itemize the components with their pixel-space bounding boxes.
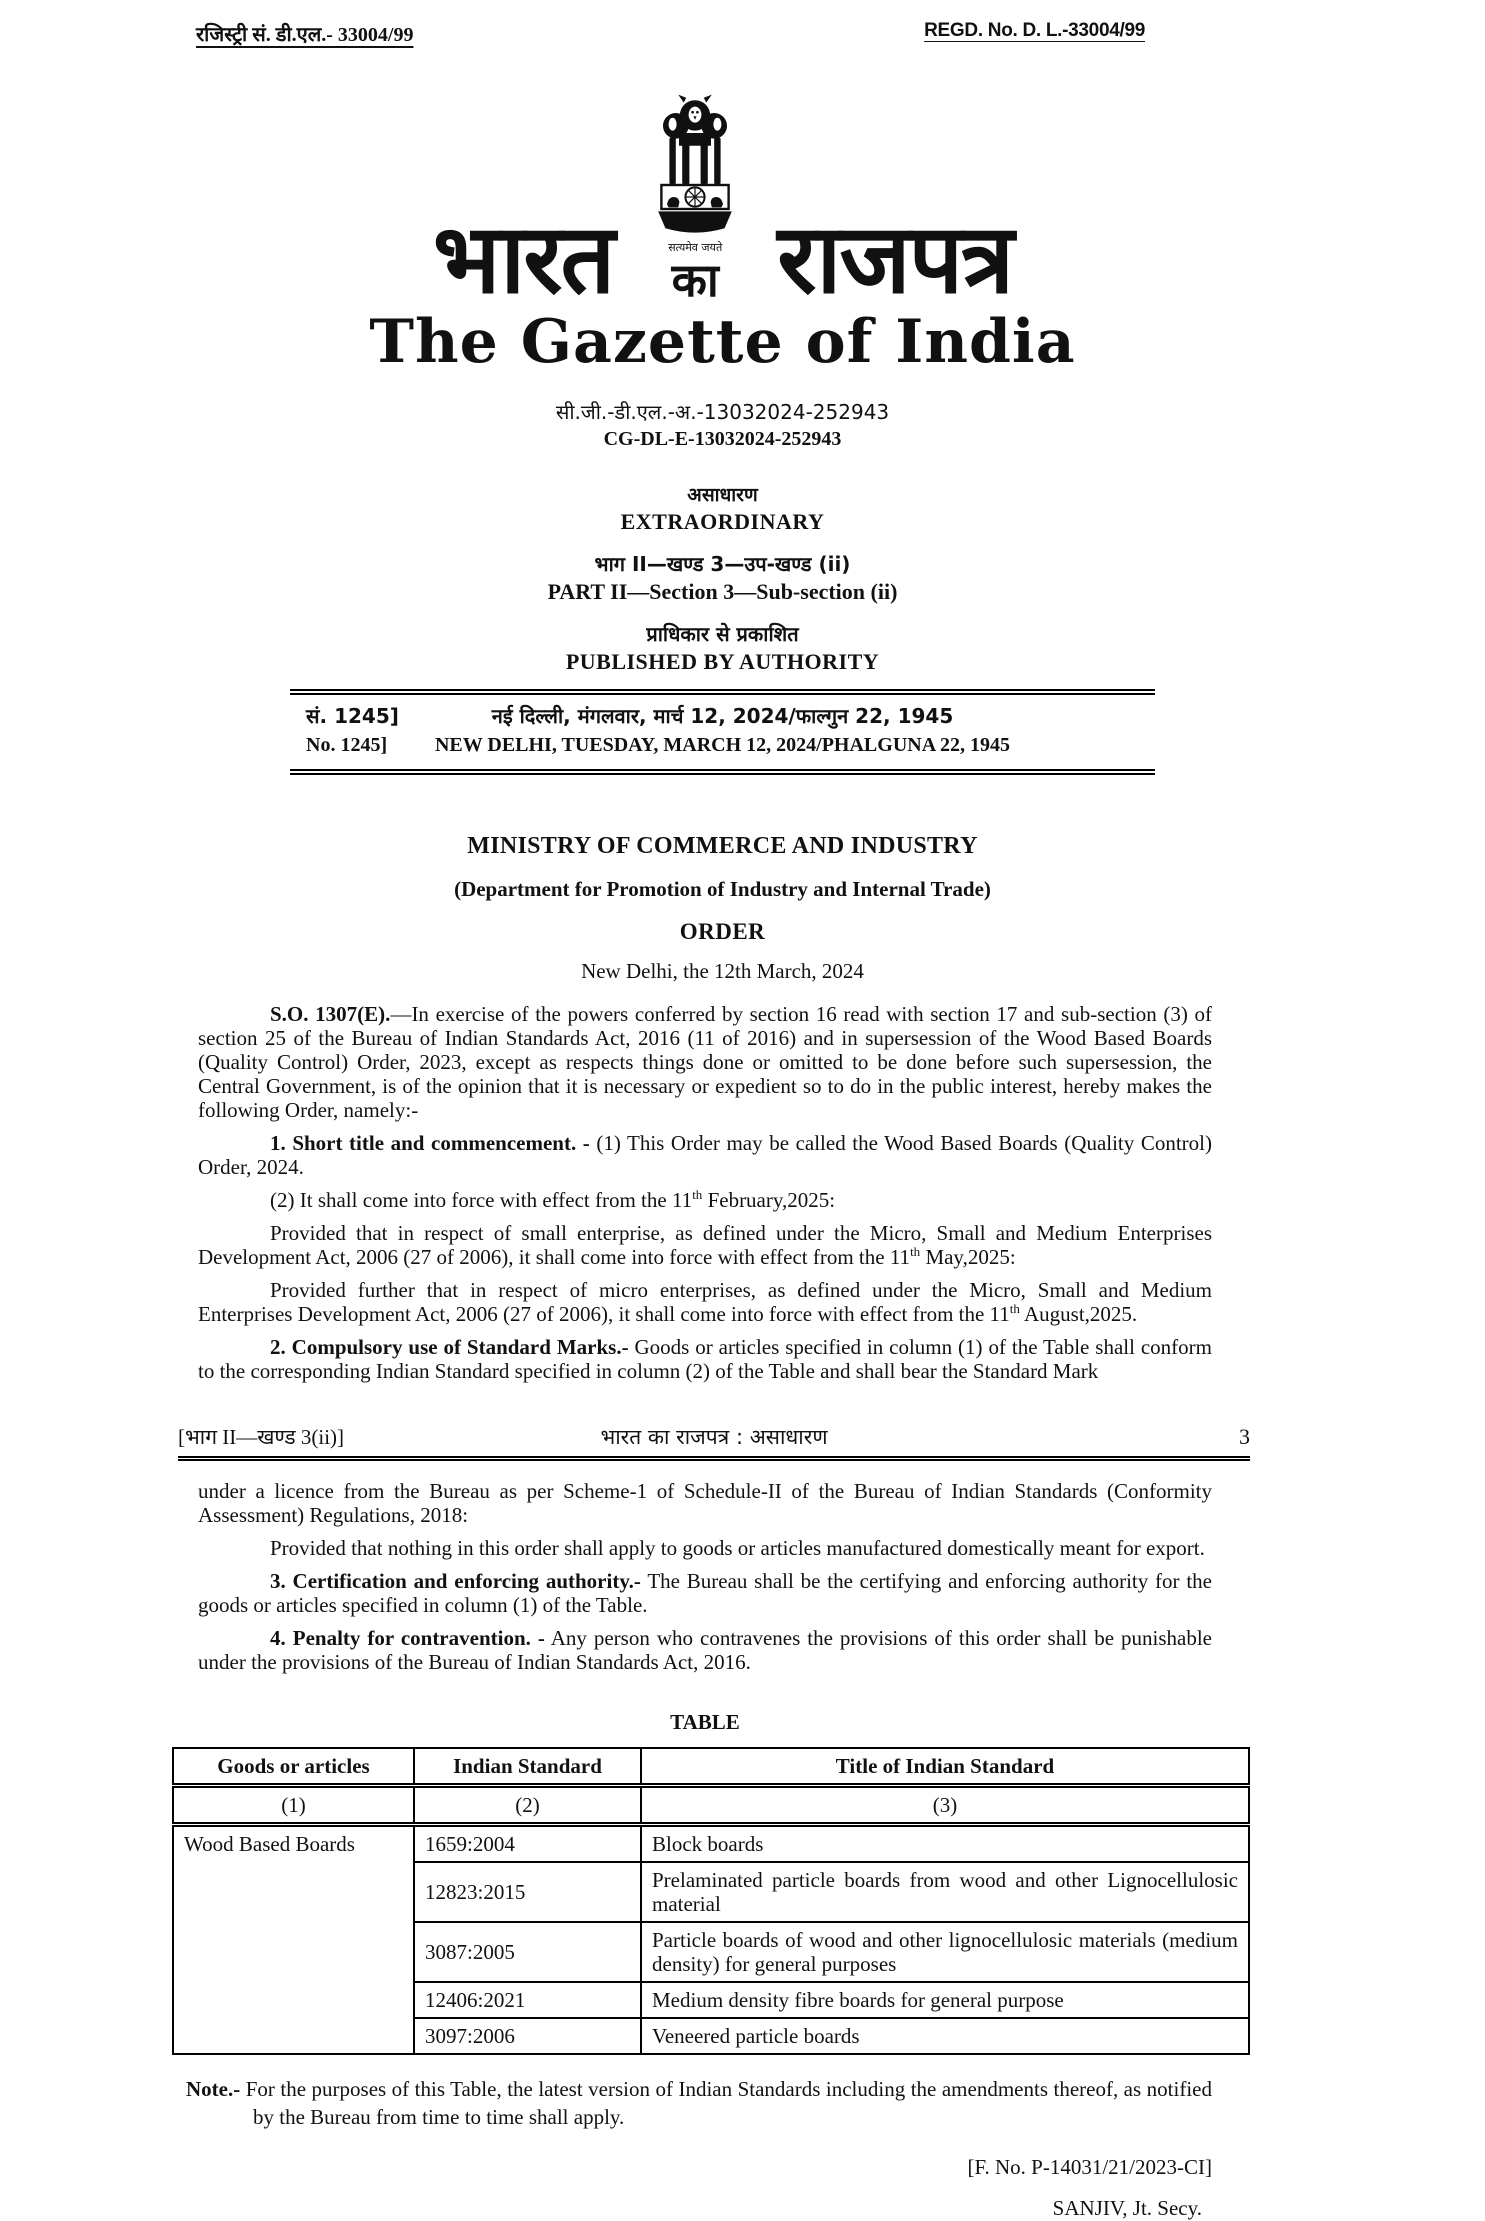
- published-by-authority-hindi: प्राधिकार से प्रकाशित: [646, 622, 799, 646]
- issue-number-hindi: सं. 1245]: [306, 704, 399, 728]
- proviso-micro-text-a: Provided further that in respect of micro enterprises, as defined under the Micro, Small and Medium Enterprises Development Act, 2006 (27 of 2006), it shall come into force with effect from the 11: [198, 1278, 1212, 1326]
- registry-header: [0, 0, 1485, 47]
- paragraph-so: [198, 1002, 1212, 1122]
- paragraph-clause2: [198, 1335, 1212, 1383]
- gazette-title-english: The Gazette of India: [369, 307, 1076, 377]
- page2-header-part: [भाग II—खण्ड 3(ii)]: [178, 1425, 345, 1449]
- masthead-title-row: [290, 89, 1155, 315]
- title-cell: Medium density fibre boards for general purpose: [641, 1982, 1249, 2018]
- gazette-code-hindi: सी.जी.-डी.एल.-अ.-13032024-252943: [555, 400, 890, 424]
- title-cell: Prelaminated particle boards from wood and other Lignocellulosic material: [641, 1862, 1249, 1922]
- note-lead: Note.-: [186, 2077, 241, 2101]
- order-heading: [290, 833, 1155, 984]
- issue-row-english: [290, 731, 1155, 760]
- paragraph-proviso-export: [198, 1536, 1212, 1560]
- published-by-authority-english: PUBLISHED BY AUTHORITY: [565, 649, 880, 674]
- column-number-2: (2): [414, 1786, 641, 1825]
- standards-table: [172, 1747, 1250, 2055]
- proviso-small-text-b: May,2025:: [920, 1245, 1016, 1269]
- clause1-lead: 1. Short title and commencement. -: [270, 1131, 590, 1155]
- emblem-motto: सत्यमेव जयते: [668, 241, 723, 254]
- part-section-hindi: भाग II—खण्ड 3—उप-खण्ड (ii): [594, 552, 851, 576]
- part-section-english: PART II—Section 3—Sub-section (ii): [547, 579, 898, 604]
- paragraph-clause3: [198, 1569, 1212, 1617]
- extraordinary-label-english: EXTRAORDINARY: [620, 509, 825, 534]
- note-text: For the purposes of this Table, the latest version of Indian Standards including the amendments thereof, as notified by the Bureau from time to time shall apply.: [240, 2077, 1212, 2129]
- standard-cell: 12823:2015: [414, 1862, 641, 1922]
- paragraph-proviso-small: [198, 1221, 1212, 1269]
- paragraph-licence-continuation: [198, 1479, 1212, 1527]
- ashoka-emblem-icon: [647, 89, 743, 241]
- proviso-small-text-a: Provided that in respect of small enterprise, as defined under the Micro, Small and Medium Enterprises Development Act, 2006 (27 of 2006), it shall come into force with effect from the 11: [198, 1221, 1212, 1269]
- paragraph-clause1: [198, 1131, 1212, 1179]
- masthead: [290, 89, 1155, 675]
- column-number-3: (3): [641, 1786, 1249, 1825]
- table-header-row: [173, 1748, 1249, 1786]
- table-row: [173, 1825, 1249, 1863]
- page2-header-title: भारत का राजपत्र : असाधारण: [600, 1425, 828, 1449]
- masthead-word-rajpatra: राजपत्र: [777, 202, 1013, 315]
- column-number-1: (1): [173, 1786, 414, 1825]
- file-number: [F. No. P-14031/21/2023-CI]: [967, 2155, 1212, 2179]
- clause3-text: The Bureau shall be the certifying and enforcing authority for the goods or articles specified in column (1) of the Table.: [198, 1569, 1212, 1617]
- clause1-sub2-text-a: (2) It shall come into force with effect from the 11: [270, 1188, 693, 1212]
- signature-line: SANJIV, Jt. Secy.: [1052, 2196, 1202, 2220]
- clause4-lead: 4. Penalty for contravention. -: [270, 1626, 545, 1650]
- so-number: S.O. 1307(E).: [270, 1002, 391, 1026]
- title-cell: Particle boards of wood and other lignocellulosic materials (medium density) for general purposes: [641, 1922, 1249, 1982]
- goods-cell: Wood Based Boards: [173, 1825, 414, 2055]
- issue-number-english: No. 1245]: [306, 734, 388, 756]
- ministry-title: MINISTRY OF COMMERCE AND INDUSTRY: [467, 833, 978, 859]
- registry-number-english: REGD. No. D. L.-33004/99: [924, 20, 1145, 41]
- masthead-word-ka: का: [671, 253, 719, 307]
- clause3-lead: 3. Certification and enforcing authority.-: [270, 1569, 641, 1593]
- title-cell: Veneered particle boards: [641, 2018, 1249, 2054]
- standard-cell: 3097:2006: [414, 2018, 641, 2054]
- issue-dateline-english: NEW DELHI, TUESDAY, MARCH 12, 2024/PHALGUNA 22, 1945: [434, 734, 1011, 756]
- issue-band: [290, 689, 1155, 775]
- proviso-export-text: Provided that nothing in this order shall apply to goods or articles manufactured domestically meant for export.: [270, 1536, 1205, 1560]
- clause1-text: (1) This Order may be called the Wood Based Boards (Quality Control) Order, 2024.: [198, 1131, 1212, 1179]
- page2-page-number: 3: [1239, 1424, 1250, 1449]
- standard-cell: 1659:2004: [414, 1825, 641, 1863]
- masthead-word-bharat: भारत: [432, 202, 614, 315]
- extraordinary-label-hindi: असाधारण: [687, 484, 758, 506]
- issue-row-hindi: [290, 702, 1155, 731]
- paragraph-clause1-sub2: [198, 1188, 1212, 1212]
- order-label: ORDER: [679, 919, 766, 944]
- column-header-goods: Goods or articles: [173, 1748, 414, 1786]
- paragraph-proviso-micro: [198, 1278, 1212, 1326]
- proviso-micro-text-b: August,2025.: [1019, 1302, 1138, 1326]
- clause1-sub2-text-b: February,2025:: [702, 1188, 836, 1212]
- order-place-date: New Delhi, the 12th March, 2024: [581, 959, 864, 983]
- column-header-standard: Indian Standard: [414, 1748, 641, 1786]
- registry-number-hindi: रजिस्ट्री सं. डी.एल.- 33004/99: [196, 24, 414, 46]
- clause4-text: Any person who contravenes the provisions of this order shall be punishable under the provisions of the Bureau of Indian Standards Act, 2016.: [198, 1626, 1212, 1674]
- order-body-page1: [198, 1002, 1212, 1383]
- page2-running-header: [178, 1423, 1250, 1461]
- column-header-title: Title of Indian Standard: [641, 1748, 1249, 1786]
- ordinal-superscript: th: [910, 1244, 921, 1259]
- table-title: TABLE: [670, 1710, 740, 1734]
- ordinal-superscript: th: [692, 1187, 703, 1202]
- table-column-number-row: [173, 1786, 1249, 1825]
- order-body-page2: [198, 1479, 1212, 1674]
- title-cell: Block boards: [641, 1825, 1249, 1863]
- ordinal-superscript: th: [1009, 1301, 1020, 1316]
- clause2-lead: 2. Compulsory use of Standard Marks.-: [270, 1335, 629, 1359]
- issue-dateline-hindi: नई दिल्ली, मंगलवार, मार्च 12, 2024/फाल्गुन 22, 1945: [491, 704, 954, 728]
- clause2-text: Goods or articles specified in column (1) of the Table shall conform to the corresponding Indian Standard specified in column (2) of the Table and shall bear the Standard Mark: [198, 1335, 1213, 1383]
- paragraph-clause4: [198, 1626, 1212, 1674]
- so-text: —In exercise of the powers conferred by section 16 read with section 17 and sub-section (3) of section 25 of the Bureau of Indian Standards Act, 2016 (11 of 2016) and in supersession of the Wood Based Boards (Quality Control) Order, 2023, except as respects things done or omitted to be done before such supersession, the Central Government, is of the opinion that it is necessary or expedient so to do in the public interest, hereby makes the following Order, namely:-: [198, 1002, 1213, 1122]
- standard-cell: 3087:2005: [414, 1922, 641, 1982]
- standard-cell: 12406:2021: [414, 1982, 641, 2018]
- department-title: (Department for Promotion of Industry and Internal Trade): [454, 877, 991, 901]
- licence-text: under a licence from the Bureau as per Scheme-1 of Schedule-II of the Bureau of Indian Standards (Conformity Assessment) Regulations, 2018:: [198, 1479, 1212, 1527]
- emblem-column: [635, 89, 755, 307]
- table-note: [186, 2075, 1212, 2131]
- gazette-code-english: CG-DL-E-13032024-252943: [603, 428, 842, 450]
